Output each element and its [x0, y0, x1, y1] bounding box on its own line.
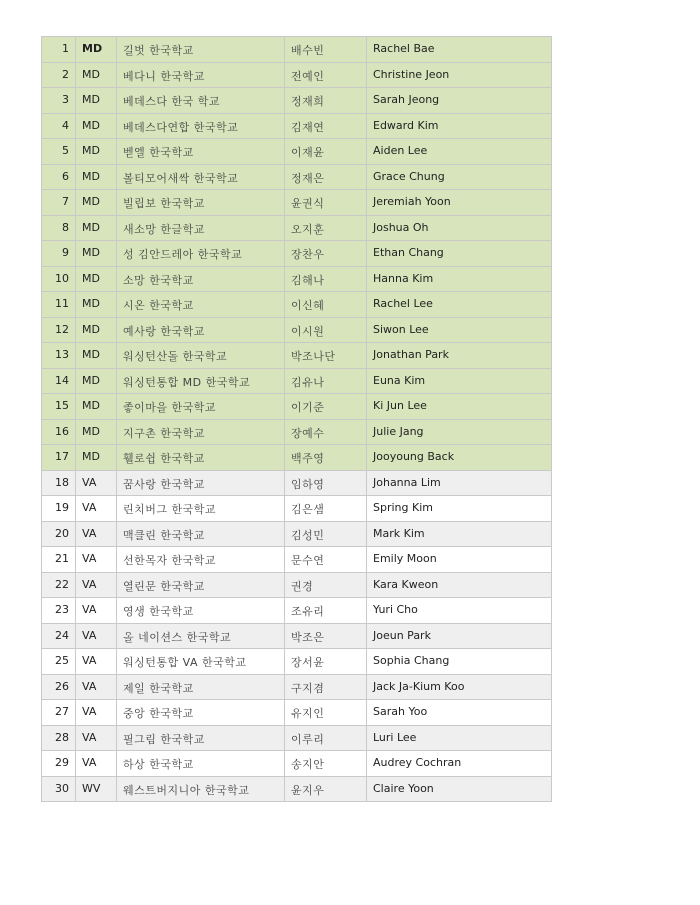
- state-cell: MD: [76, 215, 117, 241]
- school-name-cell: 길벗 한국학교: [117, 37, 285, 63]
- english-name-cell: Christine Jeon: [367, 62, 552, 88]
- row-number-cell: 18: [42, 470, 76, 496]
- korean-name-cell: 이시원: [285, 317, 367, 343]
- english-name-cell: Audrey Cochran: [367, 751, 552, 777]
- row-number-cell: 25: [42, 649, 76, 675]
- table-row: [42, 266, 552, 292]
- english-name-cell: Spring Kim: [367, 496, 552, 522]
- row-number-cell: 28: [42, 725, 76, 751]
- english-name-cell: Joeun Park: [367, 623, 552, 649]
- row-number-cell: 23: [42, 598, 76, 624]
- korean-name-cell: 박조은: [285, 623, 367, 649]
- korean-name-cell: 오지훈: [285, 215, 367, 241]
- school-name-cell: 하상 한국학교: [117, 751, 285, 777]
- korean-name-cell: 조유리: [285, 598, 367, 624]
- school-name-cell: 예사랑 한국학교: [117, 317, 285, 343]
- korean-name-cell: 배수빈: [285, 37, 367, 63]
- state-cell: VA: [76, 547, 117, 573]
- english-name-cell: Hanna Kim: [367, 266, 552, 292]
- row-number-cell: 19: [42, 496, 76, 522]
- korean-name-cell: 권경: [285, 572, 367, 598]
- state-cell: MD: [76, 62, 117, 88]
- table-row: [42, 368, 552, 394]
- state-cell: VA: [76, 649, 117, 675]
- school-name-cell: 제일 한국학교: [117, 674, 285, 700]
- table-row: [42, 598, 552, 624]
- row-number-cell: 9: [42, 241, 76, 267]
- row-number-cell: 24: [42, 623, 76, 649]
- row-number-cell: 4: [42, 113, 76, 139]
- table-row: [42, 674, 552, 700]
- table-row: [42, 725, 552, 751]
- english-name-cell: Johanna Lim: [367, 470, 552, 496]
- state-cell: MD: [76, 394, 117, 420]
- table-row: [42, 776, 552, 802]
- english-name-cell: Ethan Chang: [367, 241, 552, 267]
- table-row: [42, 623, 552, 649]
- table-row: [42, 113, 552, 139]
- korean-name-cell: 장예수: [285, 419, 367, 445]
- row-number-cell: 7: [42, 190, 76, 216]
- korean-name-cell: 김유나: [285, 368, 367, 394]
- row-number-cell: 8: [42, 215, 76, 241]
- english-name-cell: Jooyoung Back: [367, 445, 552, 471]
- korean-name-cell: 김해나: [285, 266, 367, 292]
- school-name-cell: 시온 한국학교: [117, 292, 285, 318]
- korean-name-cell: 김재연: [285, 113, 367, 139]
- table-row: [42, 751, 552, 777]
- state-cell: VA: [76, 725, 117, 751]
- state-cell: VA: [76, 598, 117, 624]
- korean-name-cell: 윤권식: [285, 190, 367, 216]
- state-cell: VA: [76, 496, 117, 522]
- school-name-cell: 워싱턴산돌 한국학교: [117, 343, 285, 369]
- korean-name-cell: 이재윤: [285, 139, 367, 165]
- row-number-cell: 30: [42, 776, 76, 802]
- korean-name-cell: 이신혜: [285, 292, 367, 318]
- school-name-cell: 필그림 한국학교: [117, 725, 285, 751]
- school-name-cell: 볼티모어새싹 한국학교: [117, 164, 285, 190]
- english-name-cell: Rachel Lee: [367, 292, 552, 318]
- row-number-cell: 13: [42, 343, 76, 369]
- korean-name-cell: 문수연: [285, 547, 367, 573]
- table-row: [42, 547, 552, 573]
- row-number-cell: 26: [42, 674, 76, 700]
- row-number-cell: 27: [42, 700, 76, 726]
- state-cell: VA: [76, 700, 117, 726]
- row-number-cell: 22: [42, 572, 76, 598]
- korean-name-cell: 박조나단: [285, 343, 367, 369]
- school-name-cell: 린치버그 한국학교: [117, 496, 285, 522]
- table-row: [42, 37, 552, 63]
- state-cell: MD: [76, 113, 117, 139]
- korean-name-cell: 백주영: [285, 445, 367, 471]
- school-name-cell: 휄로쉽 한국학교: [117, 445, 285, 471]
- table-row: [42, 343, 552, 369]
- row-number-cell: 16: [42, 419, 76, 445]
- english-name-cell: Sophia Chang: [367, 649, 552, 675]
- school-name-cell: 베다니 한국학교: [117, 62, 285, 88]
- state-cell: MD: [76, 88, 117, 114]
- state-cell: MD: [76, 317, 117, 343]
- school-name-cell: 맥클린 한국학교: [117, 521, 285, 547]
- row-number-cell: 14: [42, 368, 76, 394]
- table-row: [42, 394, 552, 420]
- english-name-cell: Jack Ja-Kium Koo: [367, 674, 552, 700]
- school-name-cell: 좋이마을 한국학교: [117, 394, 285, 420]
- english-name-cell: Julie Jang: [367, 419, 552, 445]
- row-number-cell: 15: [42, 394, 76, 420]
- english-name-cell: Sarah Jeong: [367, 88, 552, 114]
- row-number-cell: 5: [42, 139, 76, 165]
- state-cell: VA: [76, 674, 117, 700]
- state-cell: VA: [76, 521, 117, 547]
- table-row: [42, 572, 552, 598]
- school-name-cell: 소망 한국학교: [117, 266, 285, 292]
- korean-name-cell: 구지겸: [285, 674, 367, 700]
- korean-name-cell: 정재은: [285, 164, 367, 190]
- korean-name-cell: 김은샘: [285, 496, 367, 522]
- state-cell: VA: [76, 470, 117, 496]
- table-row: [42, 241, 552, 267]
- table-row: [42, 470, 552, 496]
- table-row: [42, 317, 552, 343]
- table-row: [42, 649, 552, 675]
- korean-name-cell: 윤지우: [285, 776, 367, 802]
- student-roster-table: [41, 36, 552, 802]
- state-cell: WV: [76, 776, 117, 802]
- english-name-cell: Joshua Oh: [367, 215, 552, 241]
- english-name-cell: Luri Lee: [367, 725, 552, 751]
- korean-name-cell: 전예인: [285, 62, 367, 88]
- state-cell: MD: [76, 139, 117, 165]
- row-number-cell: 29: [42, 751, 76, 777]
- korean-name-cell: 김성민: [285, 521, 367, 547]
- korean-name-cell: 이기준: [285, 394, 367, 420]
- table-row: [42, 88, 552, 114]
- table-row: [42, 521, 552, 547]
- english-name-cell: Euna Kim: [367, 368, 552, 394]
- english-name-cell: Jeremiah Yoon: [367, 190, 552, 216]
- table-row: [42, 419, 552, 445]
- row-number-cell: 1: [42, 37, 76, 63]
- state-cell: MD: [76, 292, 117, 318]
- english-name-cell: Rachel Bae: [367, 37, 552, 63]
- state-cell: VA: [76, 623, 117, 649]
- school-name-cell: 선한목자 한국학교: [117, 547, 285, 573]
- school-name-cell: 웨스트버지니아 한국학교: [117, 776, 285, 802]
- table-row: [42, 445, 552, 471]
- korean-name-cell: 이루리: [285, 725, 367, 751]
- state-cell: MD: [76, 37, 117, 63]
- state-cell: MD: [76, 241, 117, 267]
- table-row: [42, 190, 552, 216]
- row-number-cell: 11: [42, 292, 76, 318]
- row-number-cell: 6: [42, 164, 76, 190]
- table-row: [42, 62, 552, 88]
- table-row: [42, 164, 552, 190]
- school-name-cell: 빌립보 한국학교: [117, 190, 285, 216]
- state-cell: MD: [76, 343, 117, 369]
- school-name-cell: 영생 한국학교: [117, 598, 285, 624]
- row-number-cell: 17: [42, 445, 76, 471]
- korean-name-cell: 장찬우: [285, 241, 367, 267]
- korean-name-cell: 송지안: [285, 751, 367, 777]
- school-name-cell: 베데스다 한국 학교: [117, 88, 285, 114]
- english-name-cell: Sarah Yoo: [367, 700, 552, 726]
- english-name-cell: Jonathan Park: [367, 343, 552, 369]
- school-name-cell: 올 네이션스 한국학교: [117, 623, 285, 649]
- state-cell: MD: [76, 190, 117, 216]
- table-row: [42, 139, 552, 165]
- state-cell: VA: [76, 751, 117, 777]
- english-name-cell: Ki Jun Lee: [367, 394, 552, 420]
- row-number-cell: 12: [42, 317, 76, 343]
- school-name-cell: 꿈사랑 한국학교: [117, 470, 285, 496]
- row-number-cell: 3: [42, 88, 76, 114]
- school-name-cell: 중앙 한국학교: [117, 700, 285, 726]
- state-cell: VA: [76, 572, 117, 598]
- school-name-cell: 베데스다연합 한국학교: [117, 113, 285, 139]
- state-cell: MD: [76, 368, 117, 394]
- english-name-cell: Mark Kim: [367, 521, 552, 547]
- roster-body: [42, 37, 552, 802]
- school-name-cell: 벧엘 한국학교: [117, 139, 285, 165]
- english-name-cell: Grace Chung: [367, 164, 552, 190]
- korean-name-cell: 임하영: [285, 470, 367, 496]
- school-name-cell: 지구촌 한국학교: [117, 419, 285, 445]
- state-cell: MD: [76, 419, 117, 445]
- row-number-cell: 2: [42, 62, 76, 88]
- english-name-cell: Edward Kim: [367, 113, 552, 139]
- row-number-cell: 21: [42, 547, 76, 573]
- english-name-cell: Claire Yoon: [367, 776, 552, 802]
- korean-name-cell: 유지인: [285, 700, 367, 726]
- school-name-cell: 워싱턴통합 MD 한국학교: [117, 368, 285, 394]
- row-number-cell: 20: [42, 521, 76, 547]
- table-row: [42, 215, 552, 241]
- state-cell: MD: [76, 445, 117, 471]
- english-name-cell: Yuri Cho: [367, 598, 552, 624]
- english-name-cell: Emily Moon: [367, 547, 552, 573]
- state-cell: MD: [76, 164, 117, 190]
- table-row: [42, 496, 552, 522]
- korean-name-cell: 정재희: [285, 88, 367, 114]
- table-row: [42, 292, 552, 318]
- table-row: [42, 700, 552, 726]
- school-name-cell: 성 김안드레아 한국학교: [117, 241, 285, 267]
- english-name-cell: Siwon Lee: [367, 317, 552, 343]
- state-cell: MD: [76, 266, 117, 292]
- school-name-cell: 열린문 한국학교: [117, 572, 285, 598]
- row-number-cell: 10: [42, 266, 76, 292]
- english-name-cell: Kara Kweon: [367, 572, 552, 598]
- school-name-cell: 새소망 한글학교: [117, 215, 285, 241]
- english-name-cell: Aiden Lee: [367, 139, 552, 165]
- school-name-cell: 워싱턴통합 VA 한국학교: [117, 649, 285, 675]
- korean-name-cell: 장서윤: [285, 649, 367, 675]
